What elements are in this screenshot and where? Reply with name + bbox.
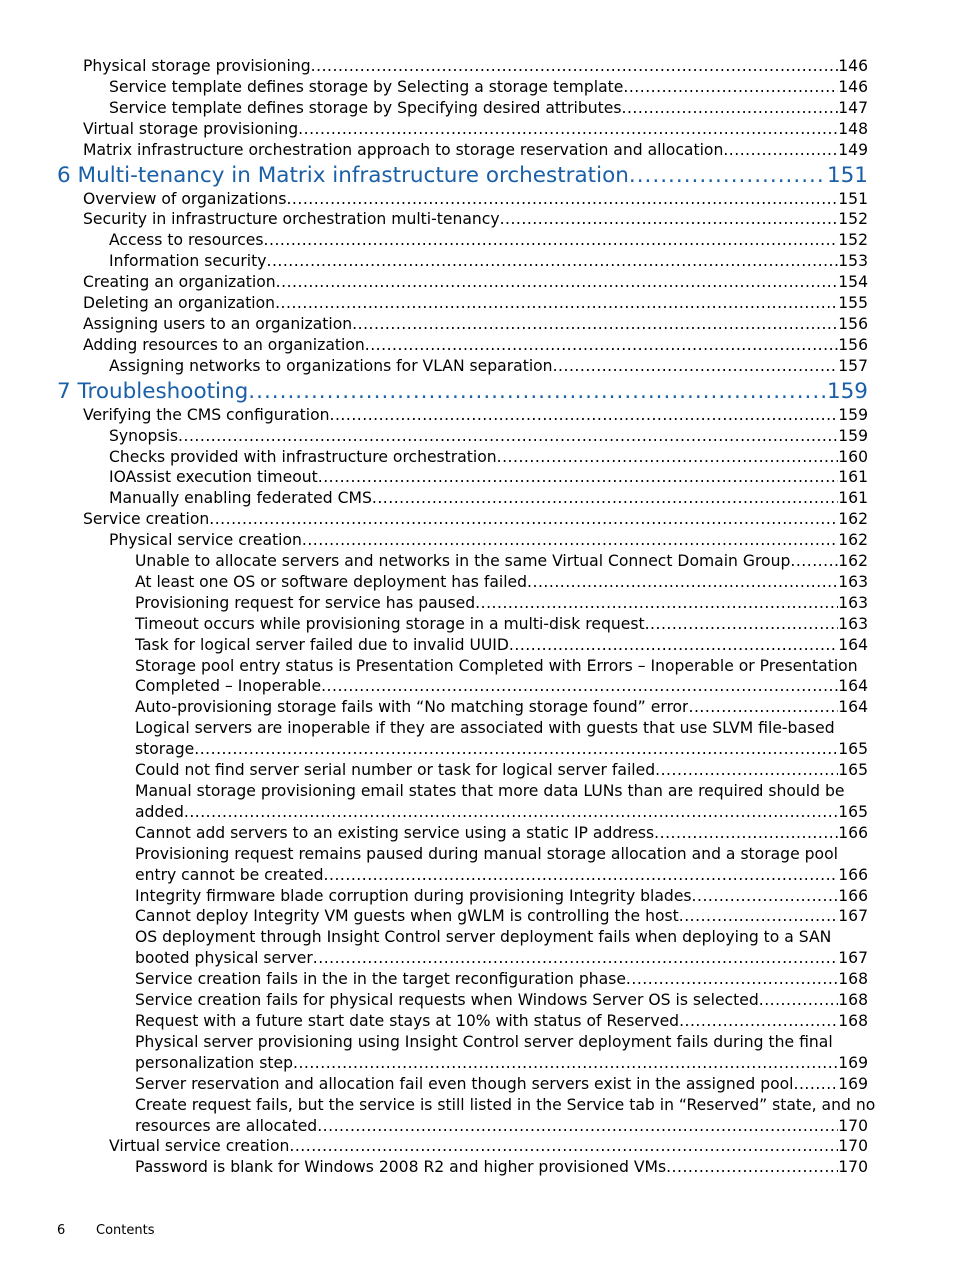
toc-page-number: 152 [838,210,868,229]
toc-entry[interactable] [0,886,868,907]
toc-entry-title: Access to resources [109,231,264,250]
dot-leader [623,77,838,98]
toc-entry-title: Task for logical server failed due to invalid UUID [135,635,509,654]
toc-chapter-title: 6 Multi-tenancy in Matrix infrastructure orchestration [57,162,629,188]
toc-entry-title-line2: resources are allocated [135,1116,318,1135]
dot-leader [645,614,839,635]
dot-leader [553,356,839,377]
toc-page-number: 168 [838,1011,868,1030]
toc-entry[interactable] [0,251,868,272]
toc-entry[interactable] [0,697,868,718]
toc-entry[interactable] [0,56,868,77]
toc-page-number: 162 [838,510,868,529]
toc-page-number: 170 [838,1158,868,1177]
toc-entry[interactable] [0,119,868,140]
dot-leader [723,140,838,161]
toc-page-number: 163 [838,614,868,633]
page-footer [57,1223,154,1238]
toc-page-number: 164 [838,677,868,696]
toc-page-number: 147 [838,98,868,117]
dot-leader [209,509,838,530]
toc-entry[interactable] [0,656,868,698]
toc-page-number: 165 [838,802,868,821]
toc-entry-title-line2: personalization step [135,1053,293,1072]
toc-entry-title: Auto-provisioning storage fails with “No matching storage found” error [135,698,689,717]
toc-entry-title-line1: Create request fails, but the service is still listed in the Service tab in “Reserved” state, and no [135,1095,876,1114]
toc-page-number: 166 [838,886,868,905]
dot-leader [692,886,839,907]
dot-leader [289,1136,838,1157]
toc-entry-title: Cannot deploy Integrity VM guests when gWLM is controlling the host [135,907,679,926]
toc-page-number: 165 [838,761,868,780]
footer-page-number: 6 [57,1223,66,1238]
toc-entry[interactable] [0,572,868,593]
toc-entry[interactable] [0,426,868,447]
dot-leader [666,1157,838,1178]
toc-entry[interactable] [0,209,868,230]
toc-entry-title: Provisioning request for service has paused [135,593,476,612]
toc-page-number: 152 [838,231,868,250]
toc-entry-title: Information security [109,252,267,271]
table-of-contents [0,56,954,1178]
toc-entry-title: Virtual service creation [109,1137,290,1156]
toc-page-number: 162 [838,552,868,571]
toc-entry-title: Security in infrastructure orchestration multi-tenancy [83,210,500,229]
toc-page-number: 149 [838,140,868,159]
toc-entry[interactable] [0,718,868,760]
dot-leader [626,969,838,990]
toc-chapter[interactable] [0,379,868,404]
toc-page-number: 151 [826,162,868,188]
toc-entry[interactable] [0,356,868,377]
toc-entry-title-line1: Physical server provisioning using Insight Control server deployment fails during the final [135,1032,833,1051]
toc-entry-title-line1: Storage pool entry status is Presentation Completed with Errors – Inoperable or Presentation [135,656,858,675]
toc-entry-title-line2: Completed – Inoperable [135,677,322,696]
dot-leader [184,802,838,823]
toc-page-number: 148 [838,119,868,138]
dot-leader [509,635,838,656]
dot-leader [794,1074,839,1095]
toc-page-number: 153 [838,252,868,271]
toc-entry-title-line1: Provisioning request remains paused during manual storage allocation and a storage pool [135,844,838,863]
toc-entry[interactable] [0,405,868,426]
dot-leader [302,530,838,551]
footer-section-title: Contents [96,1223,155,1238]
toc-entry-title: Deleting an organization [83,294,276,313]
toc-page-number: 162 [838,531,868,550]
dot-leader [372,488,838,509]
toc-page-number: 170 [838,1116,868,1135]
toc-entry-title: Service creation [83,510,210,529]
toc-entry-title: Could not find server serial number or task for logical server failed [135,761,656,780]
toc-entry-title: Cannot add servers to an existing service using a static IP address [135,823,655,842]
toc-entry-title: Physical storage provisioning [83,57,311,75]
toc-entry-title-line2: added [135,802,184,821]
toc-page-number: 166 [838,865,868,884]
dot-leader [276,272,839,293]
toc-page-number: 163 [838,593,868,612]
toc-entry-title: Overview of organizations [83,189,287,208]
toc-page-number: 167 [838,949,868,968]
dot-leader [679,1011,838,1032]
toc-entry[interactable] [0,1074,868,1095]
toc-entry-title: Service creation fails for physical requests when Windows Server OS is selected [135,991,759,1010]
dot-leader [324,865,839,886]
dot-leader [293,1053,838,1074]
toc-entry[interactable] [0,98,868,119]
toc-entry[interactable] [0,1095,876,1137]
toc-entry-title: Request with a future start date stays at 10% with status of Reserved [135,1011,680,1030]
toc-entry[interactable] [0,467,868,488]
toc-page-number: 157 [838,356,868,375]
toc-entry[interactable] [0,272,868,293]
toc-entry-title: Assigning users to an organization [83,314,353,333]
toc-page-number: 163 [838,572,868,591]
toc-entry[interactable] [0,140,868,161]
dot-leader [679,906,838,927]
dot-leader [759,990,839,1011]
toc-page-number: 161 [838,468,868,487]
toc-entry[interactable] [0,314,868,335]
toc-entry[interactable] [0,530,868,551]
toc-entry-title: Virtual storage provisioning [83,119,299,138]
toc-entry-title: Synopsis [109,426,179,445]
dot-leader [497,447,839,468]
toc-entry-title: Matrix infrastructure orchestration approach to storage reservation and allocation [83,140,724,159]
toc-entry[interactable] [0,614,868,635]
toc-entry[interactable] [0,823,868,844]
toc-page-number: 164 [838,698,868,717]
toc-entry-title: Server reservation and allocation fail even though servers exist in the assigned pool [135,1074,794,1093]
dot-leader [365,335,838,356]
toc-entry-title: Creating an organization [83,273,276,292]
toc-entry[interactable] [0,844,868,886]
dot-leader [248,379,827,404]
toc-entry[interactable] [0,551,868,572]
toc-page-number: 154 [838,273,868,292]
toc-entry-title-line2: storage [135,740,195,759]
toc-entry[interactable] [0,230,868,251]
toc-entry[interactable] [0,593,868,614]
dot-leader [622,98,839,119]
toc-entry[interactable] [0,189,868,210]
toc-entry[interactable] [0,335,868,356]
toc-entry-title: Physical service creation [109,531,302,550]
toc-page-number: 159 [838,405,868,424]
toc-page-number: 161 [838,489,868,508]
dot-leader [330,405,839,426]
dot-leader [298,119,838,140]
dot-leader [527,572,838,593]
toc-entry-title: IOAssist execution timeout [109,468,318,487]
toc-page-number: 146 [838,57,868,75]
dot-leader [264,230,839,251]
toc-entry-title-line1: Manual storage provisioning email states that more data LUNs than are required should be [135,782,845,800]
toc-page-number: 169 [838,1053,868,1072]
toc-page-number: 160 [838,447,868,466]
toc-entry-title: Service creation fails in the in the target reconfiguration phase [135,970,626,989]
toc-page-number: 156 [838,335,868,354]
toc-page-number: 165 [838,740,868,759]
toc-entry-title: At least one OS or software deployment has failed [135,572,528,591]
toc-entry[interactable] [0,990,868,1011]
toc-entry[interactable] [0,927,868,969]
toc-entry[interactable] [0,760,868,781]
toc-entry-title: Service template defines storage by Selecting a storage template [109,77,624,96]
toc-entry[interactable] [0,1157,868,1178]
dot-leader [266,251,838,272]
toc-entry[interactable] [0,447,868,468]
toc-entry-title-line1: OS deployment through Insight Control server deployment fails when deploying to a SAN [135,928,832,947]
toc-entry-title: Password is blank for Windows 2008 R2 and higher provisioned VMs [135,1158,667,1177]
toc-chapter-title: 7 Troubleshooting [57,378,249,404]
dot-leader [688,697,838,718]
toc-entry-title: Assigning networks to organizations for VLAN separation [109,356,553,375]
toc-page-number: 146 [838,77,868,96]
toc-entry[interactable] [0,509,868,530]
toc-entry[interactable] [0,906,868,927]
toc-entry[interactable] [0,1136,868,1157]
toc-entry-title: Manually enabling federated CMS [109,489,372,508]
dot-leader [790,551,838,572]
toc-page-number: 156 [838,314,868,333]
dot-leader [311,56,839,77]
toc-entry[interactable] [0,77,868,98]
dot-leader [317,1116,838,1137]
dot-leader [655,760,838,781]
toc-entry-title: Unable to allocate servers and networks in the same Virtual Connect Domain Group [135,552,791,571]
dot-leader [194,739,838,760]
toc-page-number: 167 [838,907,868,926]
toc-entry-title: Adding resources to an organization [83,335,365,354]
toc-entry-title-line2: entry cannot be created [135,865,324,884]
dot-leader [318,467,838,488]
toc-page-number: 170 [838,1137,868,1156]
toc-entry-title: Service template defines storage by Specifying desired attributes [109,98,622,117]
dot-leader [321,676,838,697]
dot-leader [629,163,827,188]
toc-entry[interactable] [0,293,868,314]
dot-leader [352,314,838,335]
toc-page-number: 159 [826,378,868,404]
toc-chapter[interactable] [0,163,868,188]
toc-entry-title-line2: booted physical server [135,949,313,968]
toc-page-number: 159 [838,426,868,445]
toc-entry-title: Verifying the CMS configuration [83,405,330,424]
toc-page-number: 168 [838,970,868,989]
toc-entry-title: Integrity firmware blade corruption during provisioning Integrity blades [135,886,692,905]
toc-page-number: 164 [838,635,868,654]
dot-leader [475,593,838,614]
dot-leader [500,209,839,230]
toc-entry[interactable] [0,1011,868,1032]
toc-entry[interactable] [0,969,868,990]
toc-page-number: 169 [838,1074,868,1093]
dot-leader [654,823,838,844]
toc-entry-title: Timeout occurs while provisioning storage in a multi-disk request [135,614,645,633]
dot-leader [313,948,838,969]
toc-page-number: 155 [838,294,868,313]
toc-entry[interactable] [0,635,868,656]
toc-entry[interactable] [0,488,868,509]
toc-page-number: 166 [838,823,868,842]
toc-page-number: 168 [838,991,868,1010]
toc-entry-title: Checks provided with infrastructure orchestration [109,447,497,466]
toc-entry[interactable] [0,781,868,823]
dot-leader [178,426,838,447]
dot-leader [275,293,838,314]
toc-entry[interactable] [0,1032,868,1074]
toc-page-number: 151 [838,189,868,208]
toc-entry-title-line1: Logical servers are inoperable if they are associated with guests that use SLVM file-based [135,719,835,738]
dot-leader [286,189,838,210]
